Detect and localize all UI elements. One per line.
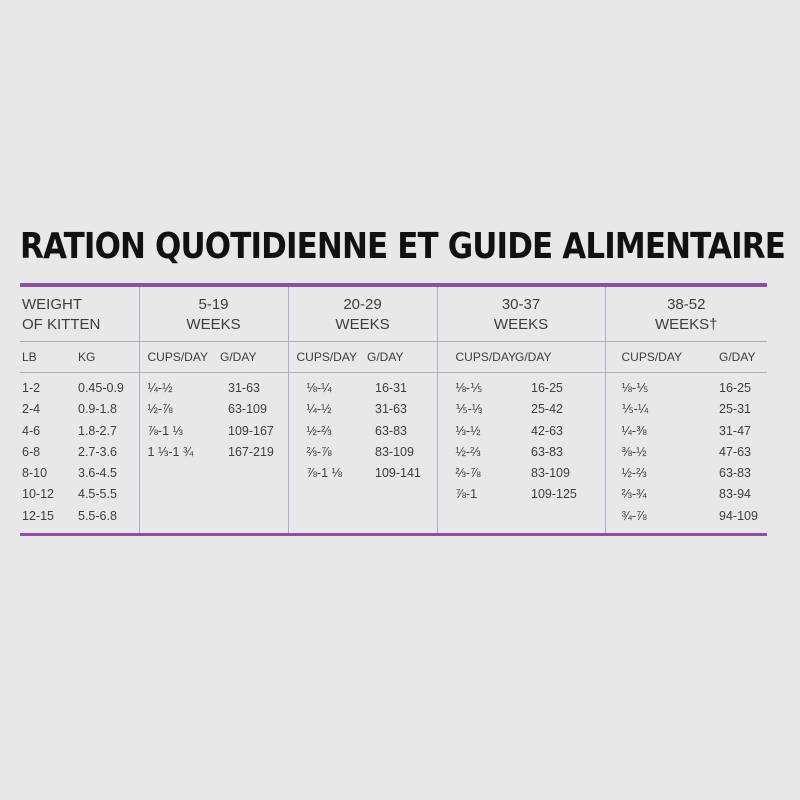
cell: 0.45-0.9 bbox=[78, 381, 124, 395]
cell: 3.6-4.5 bbox=[78, 466, 117, 481]
col-header-g: G/DAY bbox=[218, 342, 288, 373]
w30-cups-column bbox=[437, 373, 513, 534]
col-header-lb: LB bbox=[20, 342, 76, 373]
group-header-5-19 bbox=[139, 287, 288, 342]
cell: 16-31 bbox=[375, 381, 407, 395]
cell: 6-8 bbox=[22, 444, 41, 459]
cell: 4-6 bbox=[22, 423, 41, 438]
cell: 10-12 bbox=[22, 487, 54, 502]
header-line: WEEKS bbox=[186, 316, 241, 333]
header-line: OF KITTEN bbox=[22, 316, 101, 333]
cell: 1.8-2.7 bbox=[78, 423, 117, 438]
cell: ⅞-1 ⅛ bbox=[306, 466, 342, 481]
cell: 167-219 bbox=[228, 444, 274, 459]
w38-cups-column bbox=[605, 373, 703, 534]
col-header-g: G/DAY bbox=[365, 342, 437, 373]
w5-g-column bbox=[218, 373, 288, 534]
cell: 2.7-3.6 bbox=[78, 444, 117, 459]
cell: ⅔-¾ bbox=[621, 487, 647, 502]
cell: 12-15 bbox=[22, 508, 54, 523]
cell: ⅞-1 bbox=[455, 487, 478, 502]
cell: 2-4 bbox=[22, 402, 41, 417]
col-header-cups: CUPS/DAY bbox=[288, 342, 365, 373]
header-line: 30-37 bbox=[501, 296, 541, 313]
group-header-20-29 bbox=[288, 287, 437, 342]
lb-column bbox=[20, 373, 76, 534]
w30-g-column bbox=[513, 373, 605, 534]
cell: 16-25 bbox=[531, 381, 563, 395]
cell: 31-63 bbox=[228, 381, 260, 395]
cell: ½-⅔ bbox=[621, 466, 647, 481]
cell: 63-83 bbox=[531, 444, 563, 459]
w20-g-column bbox=[365, 373, 437, 534]
cell: ¼-⅜ bbox=[621, 423, 647, 438]
cell: 109-125 bbox=[531, 487, 577, 502]
cell: ½-⅔ bbox=[455, 444, 481, 459]
cell: 94-109 bbox=[719, 508, 758, 523]
cell: 1 ⅓-1 ¾ bbox=[147, 444, 194, 459]
cell: 25-42 bbox=[531, 402, 563, 417]
header-line: 5-19 bbox=[198, 296, 229, 313]
cell: ½-⅔ bbox=[306, 423, 332, 438]
cell: 31-63 bbox=[375, 402, 407, 417]
cell: ¾-⅞ bbox=[621, 508, 647, 523]
cell: 0.9-1.8 bbox=[78, 402, 117, 417]
cell: ¼-½ bbox=[147, 381, 173, 395]
group-header-30-37 bbox=[437, 287, 605, 342]
cell: 47-63 bbox=[719, 444, 751, 459]
cell: ⅛-¼ bbox=[306, 381, 332, 395]
cell: 63-83 bbox=[375, 423, 407, 438]
cell: 1-2 bbox=[22, 381, 41, 395]
w20-cups-column bbox=[288, 373, 365, 534]
w5-cups-column bbox=[139, 373, 218, 534]
cell: ⅛-⅕ bbox=[455, 381, 483, 395]
kg-column bbox=[76, 373, 139, 534]
cell: 25-31 bbox=[719, 402, 751, 417]
cell: 109-141 bbox=[375, 466, 421, 481]
feeding-table bbox=[20, 283, 767, 536]
header-line: 20-29 bbox=[343, 296, 382, 313]
header-line: WEEKS bbox=[493, 316, 549, 333]
header-line: 38-52 bbox=[667, 296, 706, 313]
col-header-cups: CUPS/DAY bbox=[605, 342, 703, 373]
cell: ⅕-¼ bbox=[621, 402, 649, 417]
col-header-g: G/DAY bbox=[703, 342, 767, 373]
cell: 4.5-5.5 bbox=[78, 487, 117, 502]
cell: ½-⅞ bbox=[147, 402, 173, 417]
cell: 63-83 bbox=[719, 466, 751, 481]
cell: ⅜-½ bbox=[621, 444, 647, 459]
weight-group-header bbox=[20, 287, 139, 342]
cell: 16-25 bbox=[719, 381, 751, 395]
cell: 42-63 bbox=[531, 423, 563, 438]
cell: ⅞-1 ⅓ bbox=[147, 423, 183, 438]
col-header-kg: KG bbox=[76, 342, 139, 373]
cell: 83-109 bbox=[375, 444, 414, 459]
col-header-g: G/DAY bbox=[513, 342, 605, 373]
group-header-38-52 bbox=[605, 287, 767, 342]
cell: ⅓-½ bbox=[455, 423, 481, 438]
page-title: RATION QUOTIDIENNE ET GUIDE ALIMENTAIRE bbox=[20, 226, 786, 267]
cell: ⅕-⅓ bbox=[455, 402, 483, 417]
col-header-cups: CUPS/DAY bbox=[139, 342, 218, 373]
w38-g-column bbox=[703, 373, 767, 534]
cell: 63-109 bbox=[228, 402, 267, 417]
cell: 8-10 bbox=[22, 466, 48, 481]
table-bottom-rule bbox=[20, 533, 767, 536]
cell: 83-94 bbox=[719, 487, 751, 502]
cell: ¼-½ bbox=[306, 402, 332, 417]
cell: 31-47 bbox=[719, 423, 751, 438]
header-line: WEEKS† bbox=[654, 316, 718, 333]
cell: ⅔-⅞ bbox=[306, 444, 332, 459]
cell: ⅔-⅞ bbox=[455, 466, 481, 481]
col-header-cups: CUPS/DAY bbox=[437, 342, 513, 373]
cell: ⅛-⅕ bbox=[621, 381, 649, 395]
header-line: WEEKS bbox=[335, 316, 390, 333]
cell: 83-109 bbox=[531, 466, 570, 481]
cell: 109-167 bbox=[228, 423, 274, 438]
cell: 5.5-6.8 bbox=[78, 508, 117, 523]
header-line: WEIGHT bbox=[22, 296, 82, 313]
